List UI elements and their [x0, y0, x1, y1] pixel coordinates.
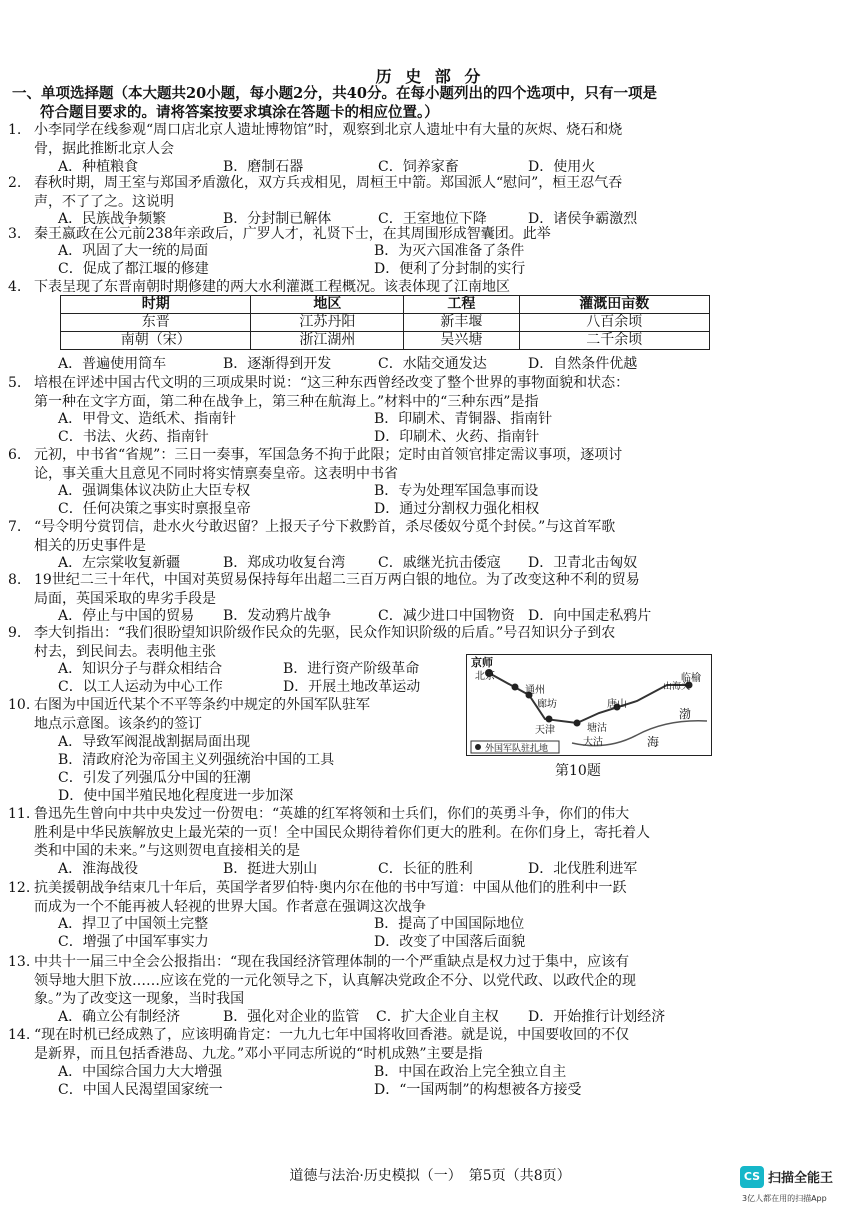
option-d[interactable]: D．通过分割权力强化相权	[374, 501, 540, 517]
option-c[interactable]: C．任何决策之事实时禀报皇帝	[58, 501, 251, 517]
question-6: 6. 元初，中书省“省规”：三日一奏事，军国急务不拘于此限；定时由首领官排定需议事项，逐项讨 论，事关重大且意见不同时将实情禀奏皇帝。这表明中书省	[8, 447, 623, 482]
option-d[interactable]: D．开展土地改革运动	[283, 679, 421, 695]
option-d[interactable]: D．卫青北击匈奴	[528, 555, 638, 571]
station-marker	[574, 720, 581, 727]
map-label-bo: 渤	[679, 707, 692, 721]
option-a[interactable]: A．导致军阀混战割据局面出现	[58, 734, 251, 750]
option-a[interactable]: A．中国综合国力大大增强	[58, 1064, 223, 1080]
question-14: 14. “现在时机已经成熟了，应该明确肯定：一九九七年中国将收回香港。就是说，中国要收回的不仅 是新界，而且包括香港岛、九龙。”邓小平同志所说的“时机成熟”主要是指	[8, 1027, 630, 1062]
option-c[interactable]: C．戚继光抗击倭寇	[378, 555, 501, 571]
table-header-row	[61, 296, 710, 314]
option-b[interactable]: B．进行资产阶级革命	[283, 661, 420, 677]
table-cell: 南朝（宋）	[61, 332, 251, 350]
option-a[interactable]: A．知识分子与群众相结合	[58, 661, 223, 677]
option-d[interactable]: D．北伐胜利进军	[528, 861, 638, 877]
map-label-dagu: 大沽	[583, 737, 603, 748]
map-label-jingshi: 京师	[471, 656, 493, 669]
question-5: 5. 培根在评述中国古代文明的三项成果时说：“这三种东西曾经改变了整个世界的事物面貌和状态： 第一种在文字方面，第二种在战争上，第三种在航海上。”材料中的“三种东西”是指	[8, 375, 630, 410]
option-a[interactable]: A．淮海战役	[58, 861, 139, 877]
page-footer: 道德与法治·历史模拟（一） 第5页（共8页）	[289, 1168, 571, 1184]
question-1: 1. 小李同学在线参观“周口店北京人遗址博物馆”时，观察到北京人遗址中有大量的灰烬、烧石和烧 骨，据此推断北京人会	[8, 122, 623, 157]
option-c[interactable]: C．书法、火药、指南针	[58, 429, 209, 445]
table-cell: 浙江湖州	[251, 332, 404, 350]
question-11: 11. 鲁迅先生曾向中共中央发过一份贺电：“英雄的红军将领和士兵们，你们的英勇斗争，你们的伟大 胜利是中华民族解放史上最光荣的一页！全中国民众期待着你们更大的胜利。在你们身上，寄托着人 类和中国的未来。”与这则贺电直接相关的是	[8, 806, 650, 859]
option-a[interactable]: A．停止与中国的贸易	[58, 608, 195, 624]
station-marker	[512, 684, 519, 691]
option-b[interactable]: B．郑成功收复台湾	[223, 555, 346, 571]
map-label-tianjin: 天津	[535, 725, 555, 736]
table-header: 灌溉田亩数	[519, 296, 709, 314]
irrigation-table	[60, 295, 710, 350]
option-a[interactable]: A．甲骨文、造纸术、指南针	[58, 411, 237, 427]
option-b[interactable]: B．发动鸦片战争	[223, 608, 332, 624]
option-b[interactable]: B．清政府沦为帝国主义列强统治中国的工具	[58, 752, 335, 768]
map-caption: 第10题	[555, 763, 601, 779]
question-4: 4. 下表呈现了东晋南朝时期修建的两大水利灌溉工程概况。该表体现了江南地区	[8, 279, 510, 295]
map-label-beijing: 北京	[475, 671, 495, 682]
option-b[interactable]: B．磨制石器	[223, 159, 304, 175]
table-cell: 新丰堰	[404, 314, 519, 332]
option-b[interactable]: B．为灭六国准备了条件	[374, 243, 525, 259]
option-b[interactable]: B．分封制已解体	[223, 211, 332, 227]
option-c[interactable]: C．长征的胜利	[378, 861, 473, 877]
option-c[interactable]: C．促成了都江堰的修建	[58, 261, 209, 277]
option-a[interactable]: A．民族战争频繁	[58, 211, 167, 227]
option-d[interactable]: D．印刷术、火药、指南针	[374, 429, 540, 445]
map-label-shanhaiguan: 山海关	[663, 682, 691, 692]
table-cell: 江苏丹阳	[251, 314, 404, 332]
option-d[interactable]: D．改变了中国落后面貌	[374, 934, 526, 950]
map-label-tongzhou: 通州	[525, 685, 545, 696]
option-c[interactable]: C．引发了列强瓜分中国的狂潮	[58, 770, 251, 786]
option-b[interactable]: B．中国在政治上完全独立自主	[374, 1064, 567, 1080]
option-a[interactable]: A．巩固了大一统的局面	[58, 243, 209, 259]
table-row	[61, 314, 710, 332]
question-13: 13. 中共十一届三中全会公报指出：“现在我国经济管理体制的一个严重缺点是权力过于集中，应该有 领导地大胆下放……应该在党的一元化领导之下，认真解决党政企不分、以党代政、以政代企的现 象。”为了改变这一现象，当时我国	[8, 954, 636, 1007]
question-10: 10. 右图为中国近代某个不平等条约中规定的外国军队驻军 地点示意图。该条约的签订	[8, 697, 370, 732]
map-legend-label: 外国军队驻扎地	[485, 744, 549, 754]
map-label-linyu: 临榆	[681, 673, 701, 684]
table-header: 工程	[404, 296, 519, 314]
option-c[interactable]: C．减少进口中国物资	[378, 608, 515, 624]
option-c[interactable]: C．扩大企业自主权	[376, 1009, 499, 1025]
option-d[interactable]: D．向中国走私鸦片	[528, 608, 652, 624]
scanner-tagline: 3亿人都在用的扫描App	[742, 1194, 827, 1203]
option-a[interactable]: A．普遍使用筒车	[58, 356, 167, 372]
table-cell: 二千余顷	[519, 332, 709, 350]
question-9: 9. 李大钊指出：“我们很盼望知识阶级作民众的先驱，民众作知识阶级的后盾。”号召知识分子到农 村去，到民间去。表明他主张	[8, 625, 616, 660]
option-a[interactable]: A．确立公有制经济	[58, 1009, 181, 1025]
map-label-tanggu: 塘沽	[587, 723, 607, 734]
option-b[interactable]: B．印刷术、青铜器、指南针	[374, 411, 553, 427]
option-c[interactable]: C．水陆交通发达	[378, 356, 487, 372]
option-d[interactable]: D．“一国两制”的构想被各方接受	[374, 1082, 582, 1098]
legend-marker	[475, 744, 481, 750]
option-c[interactable]: C．王室地位下降	[378, 211, 487, 227]
table-row	[61, 332, 710, 350]
map-label-tangshan: 唐山	[607, 699, 627, 710]
option-a[interactable]: A．捍卫了中国领土完整	[58, 916, 209, 932]
troop-map	[466, 654, 712, 756]
option-a[interactable]: A．左宗棠收复新疆	[58, 555, 181, 571]
option-c[interactable]: C．饲养家畜	[378, 159, 459, 175]
map-label-hai: 海	[647, 735, 660, 749]
scanner-app-name: 扫描全能王	[768, 1171, 834, 1186]
question-3: 3. 秦王嬴政在公元前238年亲政后，广罗人才，礼贤下士，在其周围形成智囊团。此举	[8, 226, 551, 242]
table-header: 时期	[61, 296, 251, 314]
page-title: 历 史 部 分	[375, 67, 485, 86]
camscanner-logo-icon: CS	[740, 1166, 764, 1188]
table-cell: 八百余顷	[519, 314, 709, 332]
option-a[interactable]: A．种植粮食	[58, 159, 139, 175]
option-a[interactable]: A．强调集体议决防止大臣专权	[58, 483, 251, 499]
option-d[interactable]: D．诸侯争霸激烈	[528, 211, 638, 227]
option-d[interactable]: D．开始推行计划经济	[528, 1009, 666, 1025]
option-b[interactable]: B．提高了中国国际地位	[374, 916, 525, 932]
option-c[interactable]: C．以工人运动为中心工作	[58, 679, 223, 695]
option-d[interactable]: D．便利了分封制的实行	[374, 261, 526, 277]
option-b[interactable]: B．专为处理军国急事而设	[374, 483, 539, 499]
option-c[interactable]: C．中国人民渴望国家统一	[58, 1082, 223, 1098]
option-d[interactable]: D．使中国半殖民地化程度进一步加深	[58, 788, 294, 804]
question-8: 8. 19世纪二三十年代，中国对英贸易保持每年出超二三百万两白银的地位。为了改变这种不利的贸易 局面，英国采取的卑劣手段是	[8, 572, 640, 607]
scanner-watermark	[740, 1166, 858, 1212]
table-cell: 东晋	[61, 314, 251, 332]
map-label-langfang: 廊坊	[537, 699, 557, 710]
question-7: 7. “号令明兮赏罚信，赴水火兮敢迟留？上报天子兮下救黔首，杀尽倭奴兮觅个封侯。”与这首军歌 相关的历史事件是	[8, 519, 616, 554]
option-b[interactable]: B．逐渐得到开发	[223, 356, 332, 372]
option-c[interactable]: C．增强了中国军事实力	[58, 934, 209, 950]
option-b[interactable]: B．强化对企业的监管	[223, 1009, 360, 1025]
table-header: 地区	[251, 296, 404, 314]
table-cell: 吴兴塘	[404, 332, 519, 350]
option-d[interactable]: D．使用火	[528, 159, 596, 175]
question-2: 2. 春秋时期，周王室与郑国矛盾激化，双方兵戎相见，周桓王中箭。郑国派人“慰问”，桓王忍气吞 声，不了了之。这说明	[8, 175, 623, 210]
section-heading: 一、单项选择题（本大题共20小题，每小题2分，共40分。在每小题列出的四个选项中，只有一项是 符合题目要求的。请将答案按要求填涂在答题卡的相应位置。）	[12, 85, 657, 121]
option-b[interactable]: B．挺进大别山	[223, 861, 318, 877]
question-12: 12. 抗美援朝战争结束几十年后，英国学者罗伯特·奥内尔在他的书中写道：中国从他们的胜利中一跃 而成为一个不能再被人轻视的世界大国。作者意在强调这次战争	[8, 880, 627, 915]
option-d[interactable]: D．自然条件优越	[528, 356, 638, 372]
